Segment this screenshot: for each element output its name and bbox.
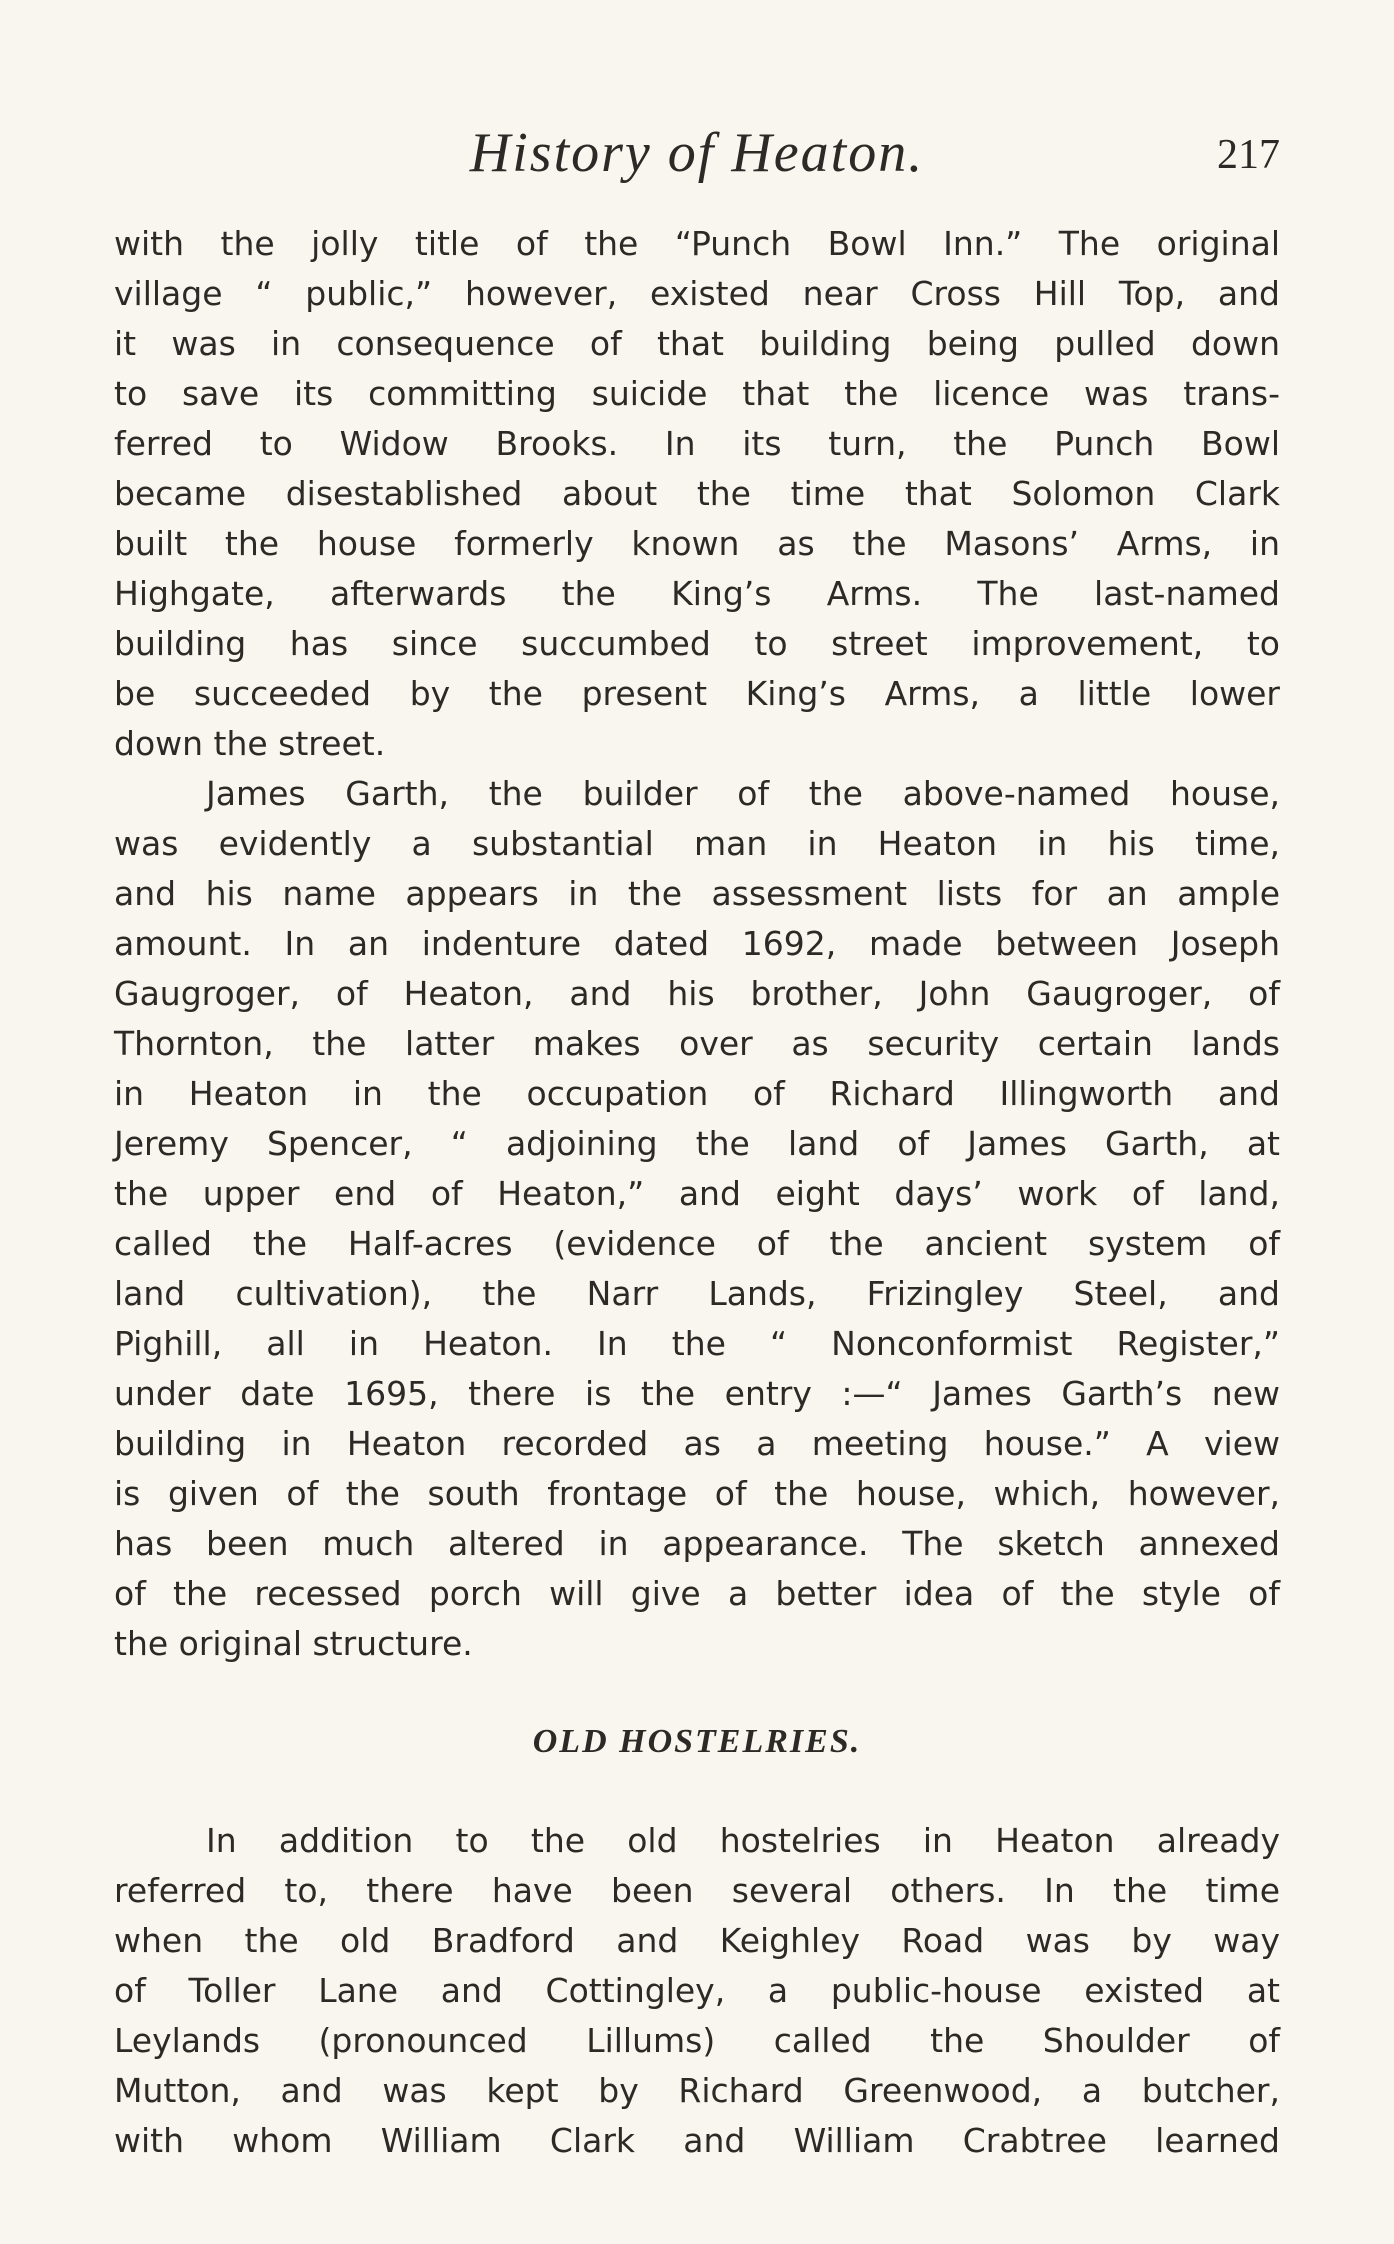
text-line: ferred to Widow Brooks. In its turn, the Punch Bowl: [114, 424, 1280, 463]
text-line: was evidently a substantial man in Heaton in his time,: [114, 824, 1280, 863]
text-line: with the jolly title of the “Punch Bowl Inn.” The original: [114, 224, 1280, 263]
running-title: History of Heaton.: [469, 122, 925, 184]
text-line: has been much altered in appearance. The sketch annexed: [114, 1524, 1280, 1563]
text-line: of Toller Lane and Cottingley, a public-house existed at: [114, 1971, 1280, 2010]
text-line: Gaugroger, of Heaton, and his brother, John Gaugroger, of: [114, 974, 1280, 1013]
running-head: [114, 118, 1280, 188]
text-line: Highgate, afterwards the King’s Arms. The last-named: [114, 574, 1280, 613]
text-line: is given of the south frontage of the house, which, however,: [114, 1474, 1280, 1513]
text-line: Jeremy Spencer, “ adjoining the land of James Garth, at: [114, 1124, 1280, 1163]
text-line: in Heaton in the occupation of Richard Illingworth and: [114, 1074, 1280, 1113]
text-line: under date 1695, there is the entry :—“ James Garth’s new: [114, 1374, 1280, 1413]
text-line: it was in consequence of that building being pulled down: [114, 324, 1280, 363]
body-text: [114, 219, 1280, 2166]
paragraph-punch-bowl: [114, 219, 1280, 769]
text-line: village “ public,” however, existed near Cross Hill Top, and: [114, 274, 1280, 313]
text-line: building in Heaton recorded as a meeting house.” A view: [114, 1424, 1280, 1463]
text-line: Leylands (pronounced Lillums) called the Shoulder of: [114, 2021, 1280, 2060]
text-line: referred to, there have been several others. In the time: [114, 1871, 1280, 1910]
text-line: to save its committing suicide that the licence was trans-: [114, 374, 1280, 413]
text-line: Mutton, and was kept by Richard Greenwood, a butcher,: [114, 2071, 1280, 2110]
text-line: became disestablished about the time that Solomon Clark: [114, 474, 1280, 513]
text-line: Pighill, all in Heaton. In the “ Nonconformist Register,”: [114, 1324, 1280, 1363]
paragraph-spacer: [114, 1770, 1280, 1816]
text-line: with whom William Clark and William Crabtree learned: [114, 2121, 1280, 2160]
page-number: 217: [1217, 132, 1280, 178]
text-line: land cultivation), the Narr Lands, Frizingley Steel, and: [114, 1274, 1280, 1313]
text-line: building has since succumbed to street improvement, to: [114, 624, 1280, 663]
paragraph-old-hostelries: [114, 1816, 1280, 2166]
text-line: the upper end of Heaton,” and eight days’ work of land,: [114, 1174, 1280, 1213]
text-line: James Garth, the builder of the above-named house,: [206, 774, 1280, 813]
text-line: called the Half-acres (evidence of the ancient system of: [114, 1224, 1280, 1263]
text-line: be succeeded by the present King’s Arms, a little lower: [114, 674, 1280, 713]
text-line: of the recessed porch will give a better idea of the style of: [114, 1574, 1280, 1613]
text-line: the original structure.: [114, 1624, 473, 1663]
text-line: and his name appears in the assessment lists for an ample: [114, 874, 1280, 913]
text-line: when the old Bradford and Keighley Road was by way: [114, 1921, 1280, 1960]
text-line: down the street.: [114, 724, 386, 763]
text-line: In addition to the old hostelries in Heaton already: [206, 1821, 1280, 1860]
text-line: built the house formerly known as the Masons’ Arms, in: [114, 524, 1280, 563]
section-heading: OLD HOSTELRIES.: [532, 1723, 862, 1760]
text-line: amount. In an indenture dated 1692, made between Joseph: [114, 924, 1280, 963]
paragraph-james-garth: [114, 769, 1280, 1669]
text-line: Thornton, the latter makes over as security certain lands: [114, 1024, 1280, 1063]
